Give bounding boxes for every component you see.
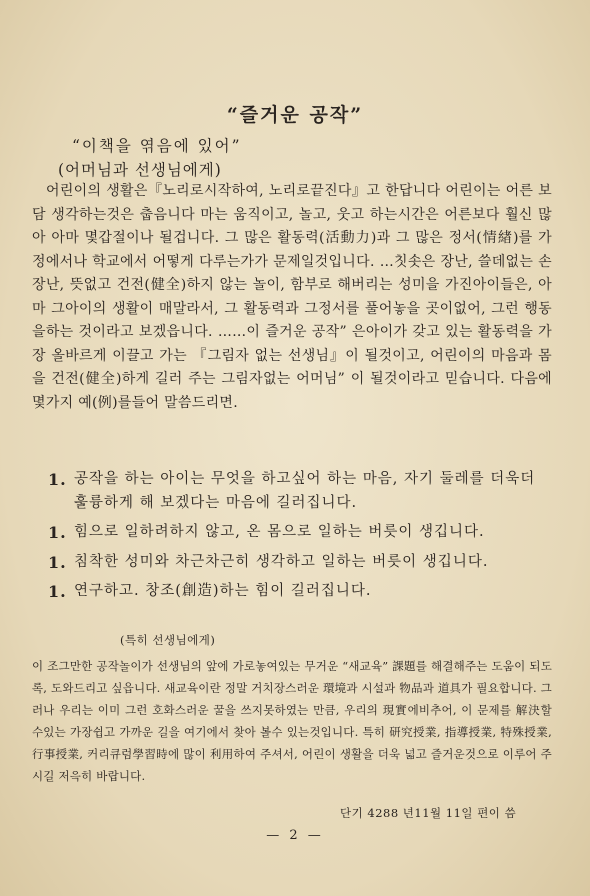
page-number: — 2 — xyxy=(266,828,324,843)
note-heading: (특히 선생님에게) xyxy=(120,633,216,647)
list-text: 공작을 하는 아이는 무엇을 하고싶어 하는 마음, 자기 둘레를 더욱더 훌륭하게 해 보겠다는 마음에 길러집니다. xyxy=(74,471,536,511)
list-number: 1. xyxy=(48,523,67,542)
list-item xyxy=(32,580,552,604)
body-paragraph: 어린이의 생활은『노리로시작하여, 노리로끝진다』고 한답니다 어린이는 어른 보담 생각하는것은 춥음니다 마는 움직이고, 놀고, 웃고 하는시간은 어른보다 훨신 많아 아마 몇갑절이나 될겁니다. 그 많은 활동력(活動力)과 그 많은 정서(情緖)를 가정에서나 학교에서 어떻게 다루는가가 문제일것입니다. …칫솟은 장난, 쓸데없는 손장난, 뜻없고 건전(健全)하지 않는 놀이, 함부로 해버리는 성미을 가진아이들은, 아마 그아이의 생활이 매말라서, 그 활동력과 그정서를 풀어놓을 곳이없어, 그런 행동을하는 것이라고 보겠읍니다. ……이 즐거운 공작” 은아이가 갖고 있는 활동력을 가장 올바르게 이끌고 가는 『그림자 없는 선생님』이 될것이고, 어린이의 마음과 몸을 건전(健全)하게 길러 주는 그림자없는 어머님” 이 될것이라고 믿습니다. 다음에 몇가지 예(例)를들어 말씀드리면. xyxy=(32,183,552,411)
body-text xyxy=(32,180,552,415)
list-text: 힘으로 일하려하지 않고, 온 몸으로 일하는 버릇이 생깁니다. xyxy=(74,524,485,540)
list-item xyxy=(32,551,552,575)
note-paragraph: 이 조그만한 공작놀이가 선생님의 앞에 가로놓여있는 무거운 “새교육” 課題를 해결해주는 도움이 되도록, 도와드리고 싶읍니다. 새교육이란 정말 거치장스러운 環境과 시설과 物品과 道具가 필요합니다. 그러나 우리는 이미 그런 호화스러운 꿀을 쓰지못하였는 만큼, 우리의 現實에비추어, 이 문제를 解決할 수있는 가장쉽고 가까운 길을 여기에서 찾아 볼수 있는것입니다. 특히 研究授業, 指導授業, 特殊授業, 行事授業, 커리큐럼學習時에 많이 利用하여 주셔서, 어린이 생활을 더욱 넓고 즐거운것으로 이루어 주시길 저윽히 바랍니다. xyxy=(32,659,552,783)
list-item xyxy=(32,521,552,545)
list-number: 1. xyxy=(48,470,67,489)
note-text xyxy=(32,655,552,787)
list-text: 연구하고. 창조(創造)하는 힘이 길러집니다. xyxy=(74,583,372,599)
subtitle: “이책을 엮음에 있어” xyxy=(72,137,242,155)
list-number: 1. xyxy=(48,582,67,601)
numbered-list xyxy=(32,468,552,610)
list-item xyxy=(32,468,552,515)
date-line: 단기 4288 년11월 11일 편이 씀 xyxy=(340,806,517,820)
page-title: “즐거운 공작” xyxy=(226,104,364,126)
list-number: 1. xyxy=(48,552,67,572)
list-text: 침착한 성미와 차근차근히 생각하고 일하는 버릇이 생깁니다. xyxy=(74,553,489,570)
addressee: (어머님과 선생님에게) xyxy=(58,161,222,179)
